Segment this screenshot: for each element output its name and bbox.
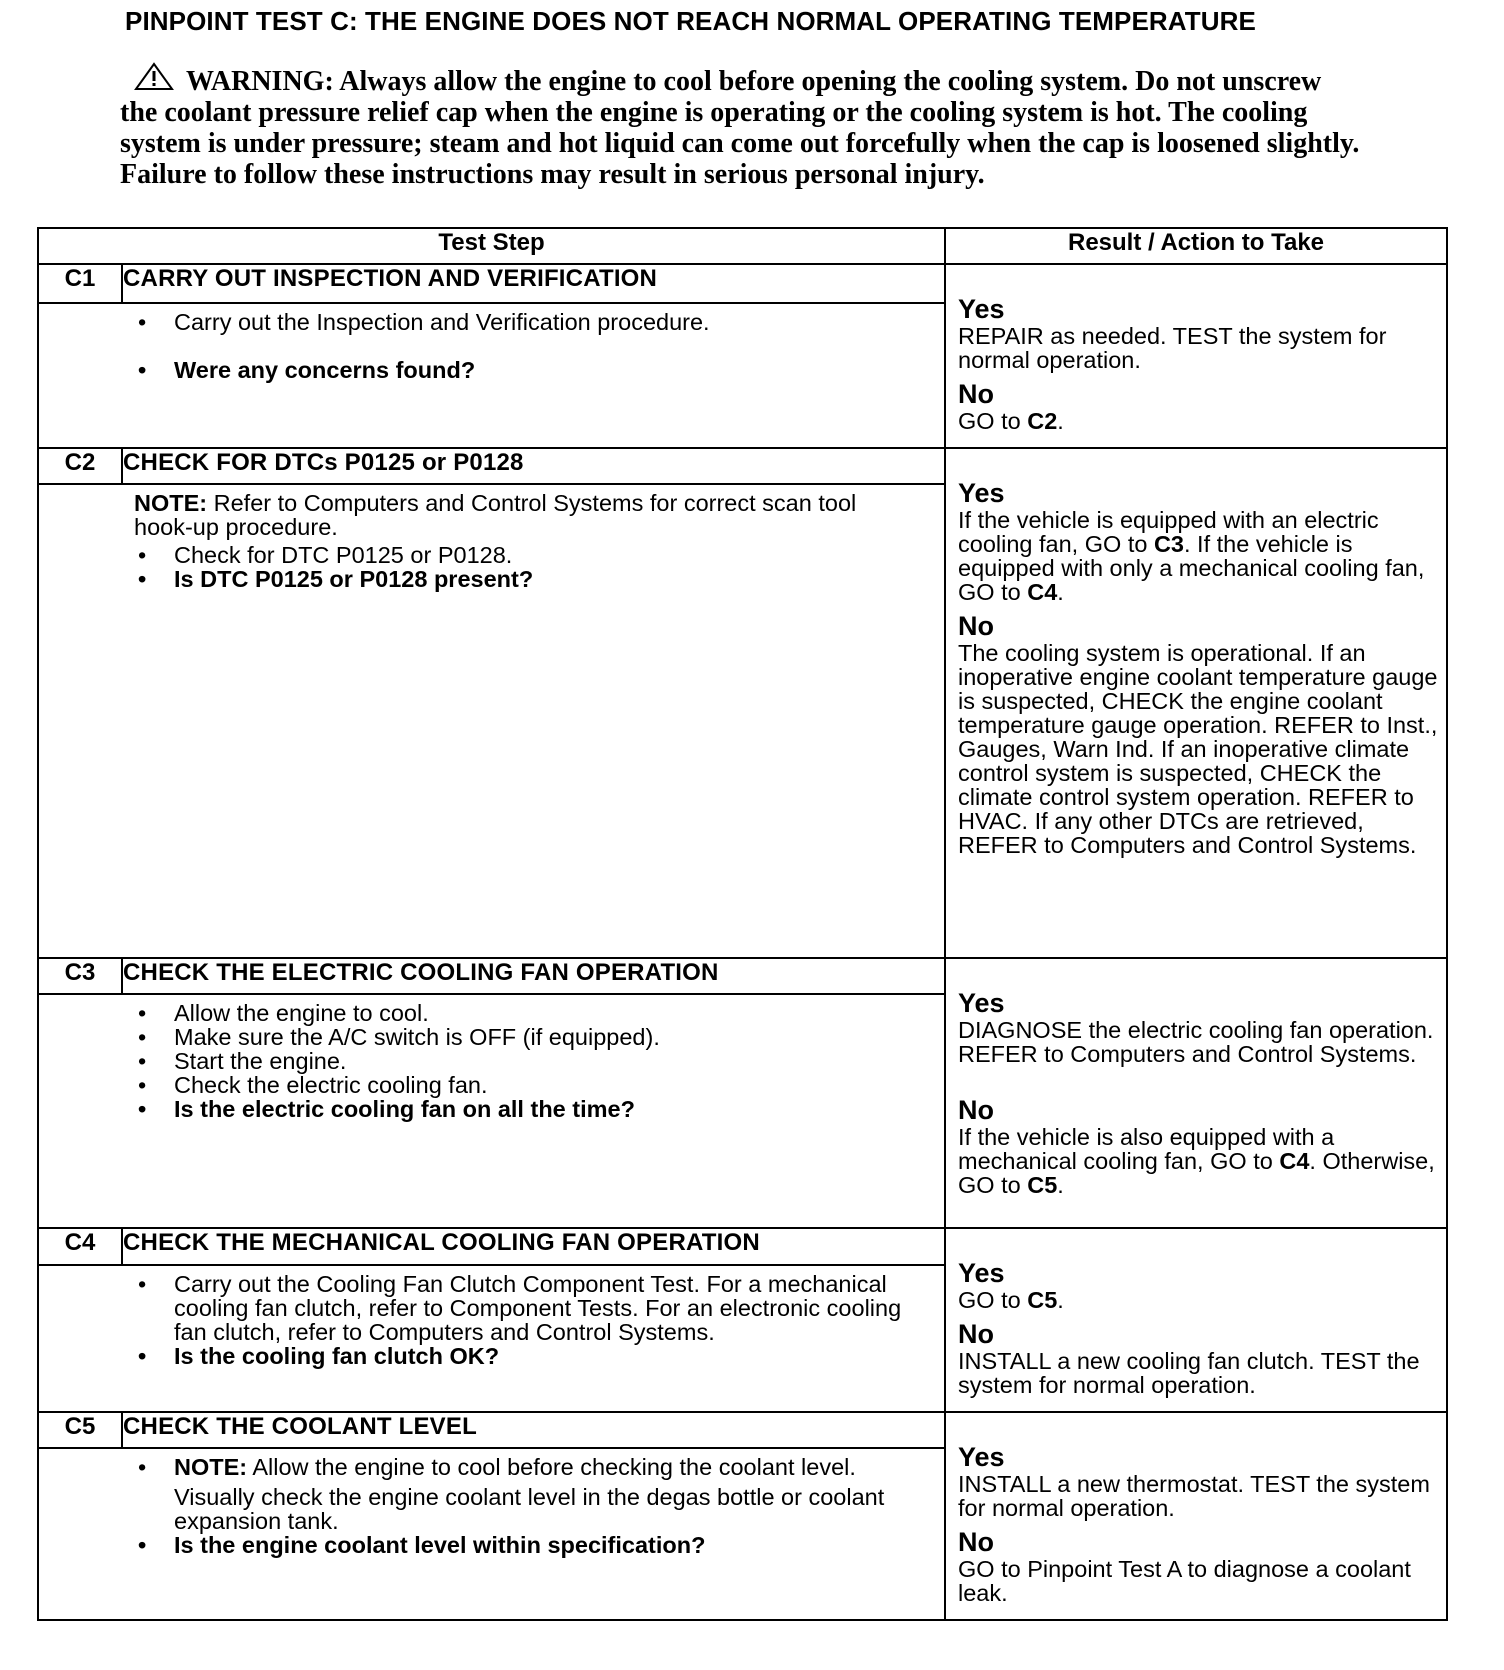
yes-action: INSTALL a new thermostat. TEST the system for normal operation. [958, 1471, 1430, 1521]
warning-triangle-icon [134, 62, 174, 92]
no-label: No [958, 379, 994, 409]
step-note: NOTE: Refer to Computers and Control Systems for correct scan tool hook-up procedure. [134, 490, 857, 540]
yes-action: DIAGNOSE the electric cooling fan operation. REFER to Computers and Control Systems. [958, 1017, 1434, 1067]
header-test-step: Test Step [38, 228, 945, 264]
step-instruction: Visually check the engine coolant level in the degas bottle or coolant expansion tank. [174, 1484, 885, 1535]
step-ref: C2 [1027, 408, 1058, 434]
step-code: C3 [38, 958, 122, 994]
warning-text: WARNING: Always allow the engine to cool before opening the cooling system. Do not unscrew the coolant pressure relief cap when the engine is operating or the cooling system is hot. The cooling system is under pressure; steam and hot liquid can come out forcefully when the cap is loosened slightly. Failure to follow these instructions may result in serious personal injury. [120, 66, 1360, 190]
step-code: C5 [38, 1412, 122, 1448]
yes-label: Yes [958, 294, 1005, 324]
no-label: No [958, 611, 994, 641]
yes-label: Yes [958, 478, 1005, 508]
list-item: • Is the engine coolant level within specification? [136, 1533, 938, 1557]
list-item: • NOTE: Allow the engine to cool before checking the coolant level. [136, 1455, 938, 1479]
step-ref: C3 [1153, 531, 1184, 557]
yes-label: Yes [958, 988, 1005, 1018]
list-item: • Start the engine. [136, 1049, 938, 1073]
step-c1-title-row [38, 264, 1447, 303]
step-c1-result [945, 264, 1447, 448]
list-item: • Were any concerns found? [136, 358, 938, 382]
header-result: Result / Action to Take [945, 228, 1447, 264]
step-c2-body [38, 484, 945, 958]
step-title: CARRY OUT INSPECTION AND VERIFICATION [122, 264, 945, 303]
step-c4-title-row [38, 1228, 1447, 1265]
step-c4-result [945, 1228, 1447, 1412]
step-code: C2 [38, 448, 122, 484]
warning-block [120, 62, 1360, 190]
step-ref: C5 [1027, 1287, 1058, 1313]
step-c5-body [38, 1448, 945, 1620]
list-item: • Make sure the A/C switch is OFF (if equipped). [136, 1025, 938, 1049]
list-item: • Check for DTC P0125 or P0128. [136, 543, 938, 567]
list-item: • Is the electric cooling fan on all the time? [136, 1097, 938, 1121]
step-c4-body [38, 1265, 945, 1412]
step-c1-body [38, 303, 945, 449]
list-item: • Is the cooling fan clutch OK? [136, 1344, 938, 1368]
step-c5-result [945, 1412, 1447, 1620]
step-code: C4 [38, 1228, 122, 1265]
list-item: • Check the electric cooling fan. [136, 1073, 938, 1097]
no-label: No [958, 1319, 994, 1349]
no-label: No [958, 1095, 994, 1125]
pinpoint-test-table [37, 227, 1448, 1621]
no-action: GO to C2. [958, 408, 1064, 434]
no-action: The cooling system is operational. If an inoperative engine coolant temperature gauge is suspected, CHECK the engine coolant temperature gauge operation. REFER to Inst., Gauges, Warn Ind. If an inoperative climate control system is suspected, CHECK the climate control system operation. REFER to HVAC. If any other DTCs are retrieved, REFER to Computers and Control Systems. [958, 640, 1438, 858]
step-title: CHECK THE COOLANT LEVEL [122, 1412, 945, 1448]
list-item: • Carry out the Cooling Fan Clutch Component Test. For a mechanical cooling fan clutch, refer to Component Tests. For an electronic cooling fan clutch, refer to Computers and Control Systems. [136, 1272, 938, 1344]
yes-label: Yes [958, 1258, 1005, 1288]
step-title: CHECK FOR DTCs P0125 or P0128 [122, 448, 945, 484]
step-c3-body [38, 994, 945, 1228]
step-title: CHECK THE MECHANICAL COOLING FAN OPERATION [122, 1228, 945, 1265]
yes-action: GO to C5. [958, 1287, 1064, 1313]
no-action: GO to Pinpoint Test A to diagnose a coolant leak. [958, 1556, 1411, 1606]
list-item: • Is DTC P0125 or P0128 present? [136, 567, 938, 591]
step-c2-result [945, 448, 1447, 958]
yes-label: Yes [958, 1442, 1005, 1472]
step-ref: C4 [1279, 1148, 1310, 1174]
step-ref: C4 [1027, 579, 1058, 605]
list-item: • Allow the engine to cool. [136, 1001, 938, 1025]
step-ref: C5 [1027, 1172, 1058, 1198]
yes-action: If the vehicle is equipped with an electric cooling fan, GO to C3. If the vehicle is equipped with only a mechanical cooling fan, GO to C4. [958, 507, 1425, 605]
table-header-row [38, 228, 1447, 264]
step-c2-title-row [38, 448, 1447, 484]
no-action: If the vehicle is also equipped with a mechanical cooling fan, GO to C4. Otherwise, GO to C5. [958, 1124, 1435, 1198]
step-title: CHECK THE ELECTRIC COOLING FAN OPERATION [122, 958, 945, 994]
step-c5-title-row [38, 1412, 1447, 1448]
step-c3-title-row [38, 958, 1447, 994]
no-action: INSTALL a new cooling fan clutch. TEST the system for normal operation. [958, 1348, 1420, 1398]
no-label: No [958, 1527, 994, 1557]
step-c3-result [945, 958, 1447, 1228]
list-item: • Carry out the Inspection and Verification procedure. [136, 310, 938, 334]
page-title: PINPOINT TEST C: THE ENGINE DOES NOT REACH NORMAL OPERATING TEMPERATURE [125, 6, 1256, 36]
yes-action: REPAIR as needed. TEST the system for normal operation. [958, 323, 1387, 373]
step-code: C1 [38, 264, 122, 303]
